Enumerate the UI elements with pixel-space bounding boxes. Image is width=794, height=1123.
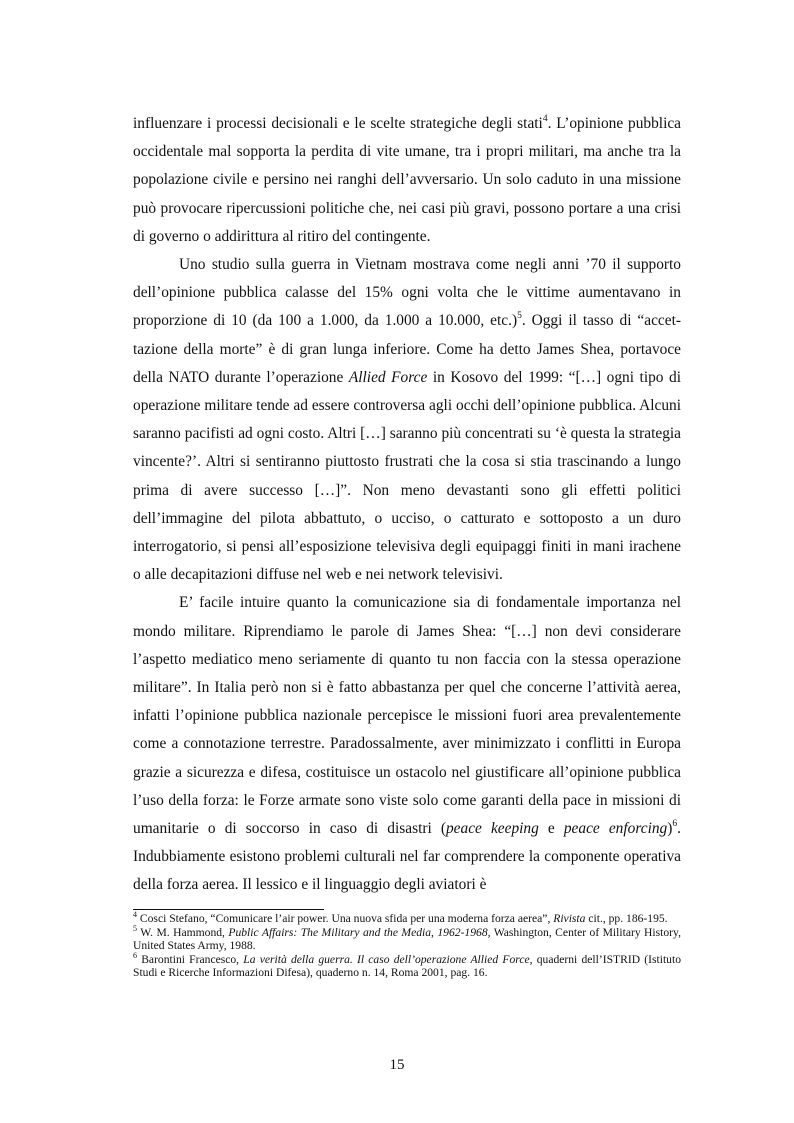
footnote [133,912,681,926]
footnote-ref: 6 [133,950,137,960]
text-run: , Washington, Center of Military History, United States Army, 1988. [133,925,681,953]
text-run: Uno studio sulla guerra in Vietnam mostrava come negli anni ’70 il supporto dell’opinione pubblica calasse del 15% ogni volta che le vittime aumentavano in proporzione di 10 (da 100 a 1.000, da 1.000 a 10.000, etc.) [133,256,681,330]
footnote [133,950,681,980]
italic-text: Rivista [553,912,586,925]
text-run: in Kosovo del 1999: “[…] ogni tipo di operazione militare tende ad essere controversa agli occhi dell’opinione pubblica. Alcuni saranno pacifisti ad ogni costo. Altri […] saranno più concentrati su ‘è questa la strategia vincente?’. Altri si sentiranno piuttosto frustrati che la cosa si stia trascinando a lungo prima di avere successo […]”. Non meno devastanti sono gli effetti politici dell’immagine del pilota abbattuto, o ucciso, o catturato e sottoposto a un duro interrogatorio, si pensi all’esposizione televisiva degli equipaggi finiti in mani irachene o alle decapitazioni diffuse nel web e nei network televisivi. [133,368,682,584]
body-text [133,110,681,900]
footnote-separator [133,909,324,910]
text-run: e [538,820,564,838]
text-run: . Indubbiamente esistono problemi culturali nel far comprendere la componente operativa della forza aerea. Il lessico e il linguaggio degli aviatori è [133,820,682,894]
italic-text: Allied Force [348,368,428,386]
footnote-ref: 5 [517,311,522,322]
italic-text: Public Affairs: The Military and the Media, 1962-1968 [228,925,488,939]
text-run: . Oggi il tasso di “accet-tazione della morte” è di gran lunga inferiore. Come ha detto James Shea, portavoce della NATO durante l’operazione [133,312,681,386]
page-number: 15 [389,1057,405,1073]
text-run: Barontini Francesco, [137,952,244,966]
text-run: Cosci Stefano, “Comunicare l’air power. Una nuova sfida per una moderna forza aerea”, [137,912,554,925]
footnotes [133,912,681,980]
italic-text: peace keeping [445,820,539,838]
text-run: W. M. Hammond, [137,925,229,939]
text-run: influenzare i processi decisionali e le scelte strategiche degli stati [133,115,543,132]
italic-text: La verità della guerra. Il caso dell’operazione Allied Force [243,952,530,966]
text-run: . L’opinione pubblica occidentale mal sopporta la perdita di vite umane, tra i propri militari, ma anche tra la popolazione civile e persino nei ranghi dell’avversario. Un solo caduto in una missione può provocare ripercussioni politiche che, nei casi più gravi, possono portare a una crisi di governo o addirittura al ritiro del contingente. [133,115,682,245]
text-run: , quaderni dell’ISTRID (Istituto Studi e Ricerche Informazioni Difesa), quaderno n. 14, Roma 2001, pag. 16. [133,952,681,980]
footnote [133,923,681,953]
paragraph [133,251,681,589]
text-run: ) [667,820,673,838]
footnote-ref: 4 [542,113,548,124]
footnote-ref: 4 [133,910,137,920]
footnote-ref: 6 [672,818,678,829]
paragraph [133,110,681,251]
footnote-ref: 5 [133,923,137,933]
italic-text: peace enforcing [563,820,668,838]
text-run: E’ facile intuire quanto la comunicazione sia di fondamentale importanza nel mondo militare. Riprendiamo le parole di James Shea: “[…] non devi considerare l’aspetto mediatico meno seriamente di quanto tu non faccia con la stessa operazione militare”. In Italia però non si è fatto abbastanza per quel che concerne l’attività aerea, infatti l’opinione pubblica nazionale percepisce le missioni fuori area prevalentemente come a connotazione terrestre. Paradossalmente, aver minimizzato i conflitti in Europa grazie a sicurezza e difesa, costituisce un ostacolo nel giustificare all’opinione pubblica l’uso della forza: le Forze armate sono viste solo come garanti della pace in missioni di umanitarie o di soccorso in caso di disastri ( [133,594,681,838]
text-run: cit., pp. 186-195. [585,912,668,925]
paragraph [133,589,681,899]
